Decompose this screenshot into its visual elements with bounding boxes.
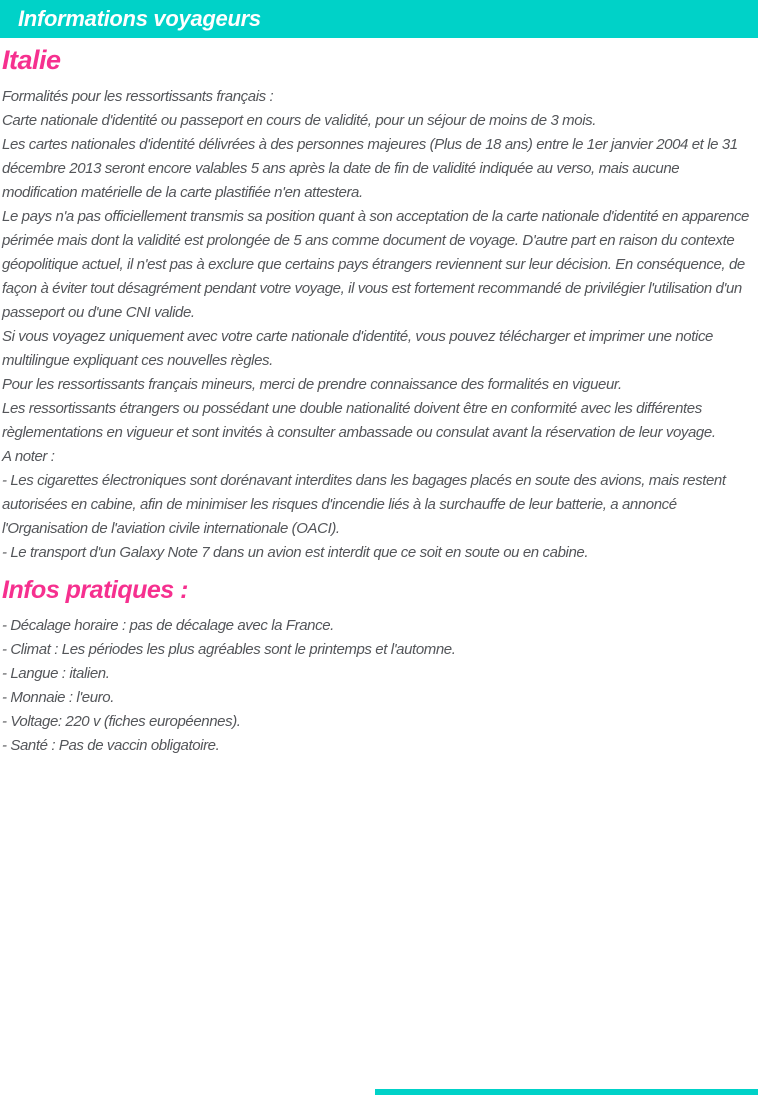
paragraph-cni-validity-extension: Les cartes nationales d'identité délivrées à des personnes majeures (Plus de 18 ans) entre le 1er janvier 2004 et le 31 décembre 2013 seront encore valables 5 ans après la date de fin de validité indiquée au verso, mais aucune modification matérielle de la carte plastifiée n'en attestera. (2, 136, 738, 201)
content-area (0, 45, 758, 758)
paragraph-galaxy-note7: - Le transport d'un Galaxy Note 7 dans un avion est interdit que ce soit en soute ou en cabine. (2, 544, 589, 561)
country-heading: Italie (2, 45, 61, 75)
paragraph-country-position: Le pays n'a pas officiellement transmis sa position quant à son acceptation de la carte nationale d'identité en apparence périmée mais dont la validité est prolongée de 5 ans comme document de voyage. D'autre part en raison du contexte géopolitique actuel, il n'est pas à exclure que certains pays étrangers reviennent sur leur décision. En conséquence, de façon à éviter tout désagrément pendant votre voyage, il vous est fortement recommandé de privilégier l'utilisation d'un passeport ou d'une CNI valide. (2, 208, 750, 321)
practical-item-voltage: - Voltage: 220 v (fiches européennes). (2, 713, 241, 730)
practical-info-heading: Infos pratiques : (2, 576, 188, 604)
next-section-bar-edge (375, 1089, 758, 1095)
note-label: A noter : (2, 448, 55, 465)
formalities-intro: Formalités pour les ressortissants français : (2, 88, 274, 105)
practical-item-climate: - Climat : Les périodes les plus agréables sont le printemps et l'automne. (2, 641, 456, 658)
paragraph-minors: Pour les ressortissants français mineurs, merci de prendre connaissance des formalités en vigueur. (2, 376, 622, 393)
paragraph-ecigarettes: - Les cigarettes électroniques sont dorénavant interdites dans les bagages placés en soute des avions, mais restent autorisées en cabine, afin de minimiser les risques d'incendie liés à la surchauffe de leur batterie, a annoncé l'Organisation de l'aviation civile internationale (OACI). (2, 472, 726, 537)
paragraph-cni-passport: Carte nationale d'identité ou passeport en cours de validité, pour un séjour de moins de 3 mois. (2, 112, 597, 129)
section-title: Informations voyageurs (18, 6, 261, 31)
paragraph-foreign-nationals: Les ressortissants étrangers ou possédant une double nationalité doivent être en conformité avec les différentes règlementations en vigueur et sont invités à consulter ambassade ou consulat avant la réservation de leur voyage. (2, 400, 716, 441)
practical-item-language: - Langue : italien. (2, 665, 110, 682)
section-header-bar (0, 0, 758, 38)
practical-item-currency: - Monnaie : l'euro. (2, 689, 114, 706)
practical-item-timezone: - Décalage horaire : pas de décalage avec la France. (2, 617, 334, 634)
paragraph-multilingual-notice: Si vous voyagez uniquement avec votre carte nationale d'identité, vous pouvez télécharger et imprimer une notice multilingue expliquant ces nouvelles règles. (2, 328, 713, 369)
practical-item-health: - Santé : Pas de vaccin obligatoire. (2, 737, 220, 754)
